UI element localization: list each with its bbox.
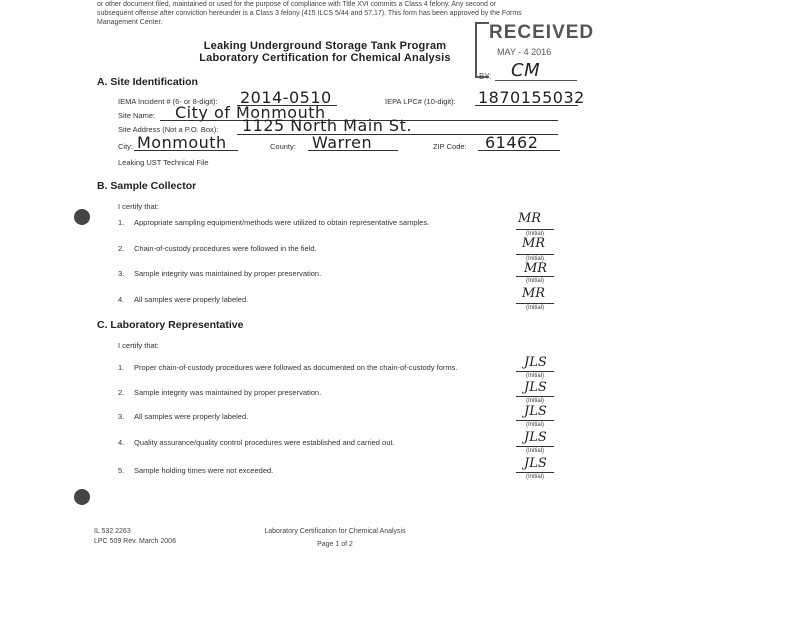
title-line1: Leaking Underground Storage Tank Program: [203, 40, 447, 52]
file-label: Leaking UST Technical File: [118, 158, 209, 167]
received-stamp: [475, 22, 595, 81]
section-c-heading: C. Laboratory Representative: [97, 319, 244, 331]
b-item-2-initials: MR: [522, 236, 546, 251]
county-underline: [308, 150, 398, 151]
stamp-received-text: RECEIVED: [489, 22, 595, 43]
c-item-3-line: [516, 420, 554, 421]
c-item-5-text: Sample holding times were not exceeded.: [134, 466, 274, 475]
c-item-5-initials: JLS: [524, 456, 547, 471]
lpc-underline: [475, 105, 578, 106]
b-item-3-text: Sample integrity was maintained by proper preservation.: [134, 269, 322, 278]
footer-form-number: IL 532 2263: [94, 528, 131, 535]
section-c-certify: I certify that:: [118, 341, 159, 350]
b-item-1-initials: MR: [518, 211, 542, 226]
stamp-by-initials: CM: [511, 60, 541, 81]
footer-revision: LPC 509 Rev. March 2006: [94, 538, 176, 545]
c-item-3-text: All samples were properly labeled.: [134, 412, 249, 421]
b-item-1-text: Appropriate sampling equipment/methods were utilized to obtain representative samples.: [134, 218, 430, 227]
punch-hole-top: [74, 209, 90, 225]
c-item-5-initial-label: (Initial): [525, 474, 544, 480]
lpc-label: IEPA LPC# (10-digit):: [385, 97, 456, 106]
b-item-3-line: [516, 276, 554, 277]
footer-page-number: Page 1 of 2: [317, 541, 353, 548]
b-item-3-initial-label: (Initial): [525, 278, 544, 284]
header-notice-line3: Management Center.: [97, 19, 163, 26]
county-value: Warren: [312, 133, 373, 152]
footer-center-title: Laboratory Certification for Chemical Analysis: [264, 528, 406, 535]
city-label: City:: [118, 142, 133, 151]
c-item-1-initials: JLS: [524, 355, 547, 370]
b-item-2-initial-label: (Initial): [525, 256, 544, 262]
city-underline: [134, 150, 238, 151]
b-item-4-num: 4.: [118, 295, 125, 304]
stamp-date: MAY - 4 2016: [497, 47, 552, 57]
c-item-3-num: 3.: [118, 412, 125, 421]
lpc-value: 1870155032: [478, 88, 585, 107]
zip-label: ZIP Code:: [433, 142, 467, 151]
c-item-2-initials: JLS: [524, 380, 547, 395]
punch-hole-bottom: [74, 489, 90, 505]
b-item-2-text: Chain-of-custody procedures were followed in the field.: [134, 244, 317, 253]
title-line2: Laboratory Certification for Chemical Analysis: [199, 52, 451, 64]
site-address-label: Site Address (Not a P.O. Box):: [118, 125, 219, 134]
c-item-4-initial-label: (Initial): [525, 448, 544, 454]
site-name-value: City of Monmouth: [175, 103, 326, 122]
c-item-2-text: Sample integrity was maintained by proper preservation.: [134, 388, 322, 397]
county-label: County:: [270, 142, 296, 151]
c-item-1-line: [516, 371, 554, 372]
c-item-1-initial-label: (Initial): [525, 373, 544, 379]
section-a-heading: A. Site Identification: [97, 76, 198, 88]
c-item-1-text: Proper chain-of-custody procedures were followed as documented on the chain-of-custody forms.: [134, 363, 458, 372]
footer-left: [94, 527, 176, 547]
header-notice-line1: or other document filed, maintained or used for the purpose of compliance with Title XVI commits a Class 4 felony. Any second or: [97, 1, 497, 8]
b-item-3-num: 3.: [118, 269, 125, 278]
b-item-1-num: 1.: [118, 218, 125, 227]
c-item-4-text: Quality assurance/quality control procedures were established and carried out.: [134, 438, 395, 447]
stamp-bracket-left: [475, 22, 489, 78]
b-item-3-initials: MR: [524, 261, 548, 276]
c-item-5-num: 5.: [118, 466, 125, 475]
site-address-value: 1125 North Main St.: [242, 116, 412, 135]
c-item-4-num: 4.: [118, 438, 125, 447]
c-item-5-line: [516, 472, 554, 473]
zip-value: 61462: [485, 133, 539, 152]
b-item-4-text: All samples were properly labeled.: [134, 295, 249, 304]
incident-value: 2014-0510: [240, 88, 332, 107]
city-value: Monmouth: [137, 133, 227, 152]
c-item-2-num: 2.: [118, 388, 125, 397]
c-item-2-line: [516, 396, 554, 397]
b-item-1-initial-label: (Initial): [525, 231, 544, 237]
c-item-1-num: 1.: [118, 363, 125, 372]
zip-underline: [478, 150, 560, 151]
site-name-label: Site Name:: [118, 111, 156, 120]
header-notice-line2: subsequent offense after conviction hereunder is a Class 3 felony (415 ILCS 5/44 and 57.17). This form has been approved by the Forms: [97, 10, 522, 17]
c-item-3-initial-label: (Initial): [525, 422, 544, 428]
b-item-2-num: 2.: [118, 244, 125, 253]
page-title: [190, 40, 460, 64]
b-item-4-initial-label: (Initial): [525, 305, 544, 311]
b-item-1-line: [516, 229, 554, 230]
b-item-2-line: [516, 254, 554, 255]
c-item-3-initials: JLS: [524, 404, 547, 419]
header-notice: [97, 0, 522, 27]
c-item-2-initial-label: (Initial): [525, 398, 544, 404]
section-b-certify: I certify that:: [118, 202, 159, 211]
b-item-4-line: [516, 303, 554, 304]
footer-center: [240, 525, 430, 551]
b-item-4-initials: MR: [522, 286, 546, 301]
c-item-4-line: [516, 446, 554, 447]
incident-label: IEMA Incident # (6- or 8-digit):: [118, 97, 218, 106]
section-b-heading: B. Sample Collector: [97, 180, 197, 192]
c-item-4-initials: JLS: [524, 430, 547, 445]
stamp-by-label: BY:: [479, 72, 492, 81]
